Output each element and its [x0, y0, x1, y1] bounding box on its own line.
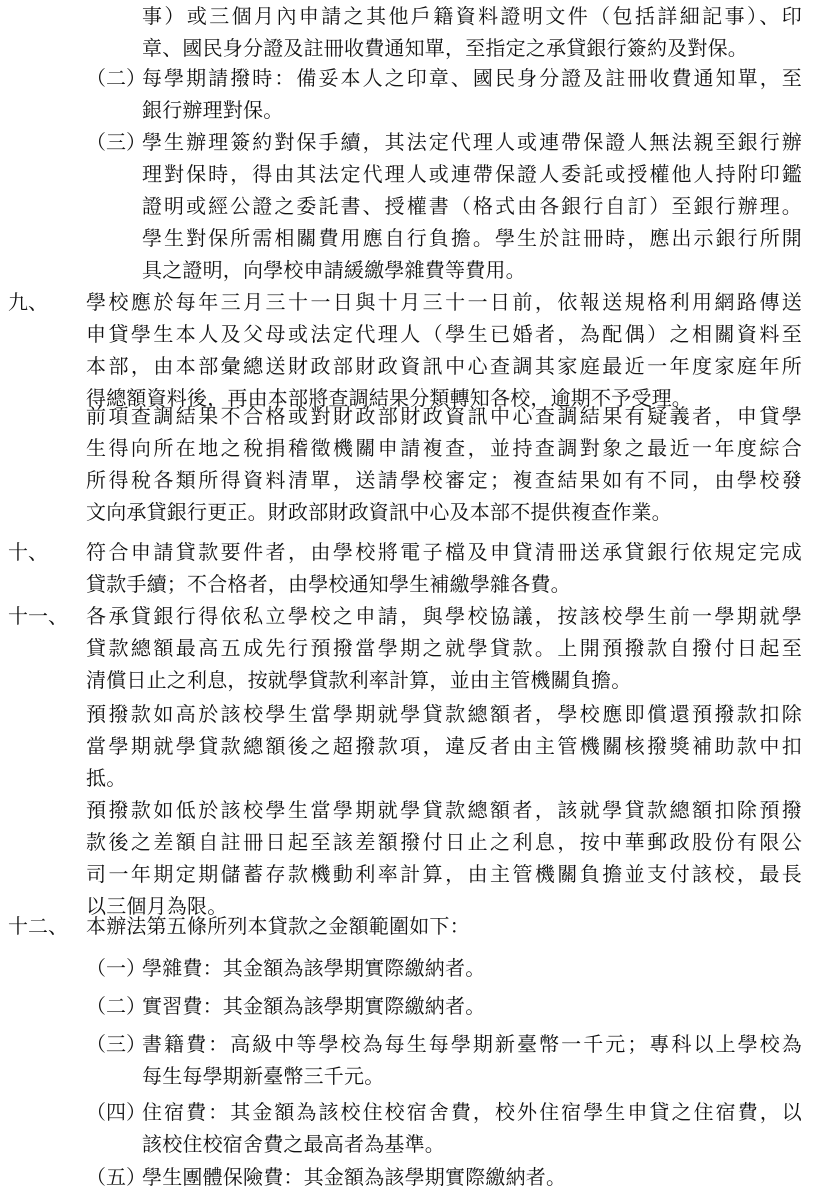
text-line: 貸款手續；不合格者，由學校通知學生補繳學雜各費。 — [86, 572, 571, 596]
text-line: 清償日止之利息，按就學貸款利率計算，並由主管機關負擔。 — [86, 668, 632, 692]
text-line: 當學期就學貸款總額後之超撥款項，違反者由主管機關核撥獎補助款中扣 — [86, 734, 805, 758]
text-line: 文向承貸銀行更正。財政部財政資訊中心及本部不提供複查作業。 — [86, 500, 672, 524]
text-line: 理對保時，得由其法定代理人或連帶保證人委託或授權他人持附印鑑 — [142, 162, 804, 186]
text-line: 銀行辦理對保。 — [142, 98, 284, 122]
item-number: （二） — [86, 66, 146, 90]
text-line: 每生每學期新臺幣三千元。 — [142, 1064, 385, 1088]
text-line: 生得向所在地之稅捐稽徵機關申請複查，並持查調對象之最近一年度綜合 — [86, 436, 805, 460]
text-line: 住宿費：其金額為該校住校宿舍費，校外住宿學生申貸之住宿費，以 — [142, 1100, 804, 1124]
text-line: 每學期請撥時：備妥本人之印章、國民身分證及註冊收費通知單，至 — [142, 66, 804, 90]
item-number: （一） — [86, 956, 146, 980]
text-line: 書籍費：高級中等學校為每生每學期新臺幣一千元；專科以上學校為 — [142, 1032, 804, 1056]
text-line: 得總額資料後，再由本部將查調結果分類轉知各校，逾期不予受理。 — [86, 386, 692, 410]
text-line: 實習費：其金額為該學期實際繳納者。 — [142, 994, 486, 1018]
text-line: 本部，由本部彙總送財政部財政資訊中心查調其家庭最近一年度家庭年所 — [86, 354, 805, 378]
item-number: 十一、 — [8, 604, 68, 628]
item-number: 十、 — [8, 540, 48, 564]
text-line: 各承貸銀行得依私立學校之申請，與學校協議，按該校學生前一學期就學 — [86, 604, 805, 628]
text-line: 章、國民身分證及註冊收費通知單，至指定之承貸銀行簽約及對保。 — [142, 36, 748, 60]
text-line: 本辦法第五條所列本貸款之金額範圍如下： — [86, 914, 470, 938]
text-line: 前項查調結果不合格或對財政部財政資訊中心查調結果有疑義者，申貸學 — [86, 404, 805, 428]
item-number: （三） — [86, 1032, 146, 1056]
text-line: 具之證明，向學校申請緩繳學雜費等費用。 — [142, 258, 526, 282]
item-number: （三） — [86, 130, 146, 154]
text-line: 司一年期定期儲蓄存款機動利率計算，由主管機關負擔並支付該校，最長 — [86, 862, 805, 886]
item-number: （五） — [86, 1165, 146, 1189]
text-line: 預撥款如高於該校學生當學期就學貸款總額者，學校應即償還預撥款扣除 — [86, 702, 805, 726]
text-line: 事）或三個月內申請之其他戶籍資料證明文件（包括詳細記事）、印 — [142, 4, 805, 28]
text-line: 學生辦理簽約對保手續，其法定代理人或連帶保證人無法親至銀行辦 — [142, 130, 804, 154]
text-line: 款後之差額自註冊日起至該差額撥付日止之利息，按中華郵政股份有限公 — [86, 830, 805, 854]
item-number: （四） — [86, 1100, 146, 1124]
text-line: 該校住校宿舍費之最高者為基準。 — [142, 1132, 445, 1156]
text-line: 預撥款如低於該校學生當學期就學貸款總額者，該就學貸款總額扣除預撥 — [86, 798, 805, 822]
text-line: 學雜費：其金額為該學期實際繳納者。 — [142, 956, 486, 980]
item-number: 九、 — [8, 290, 48, 314]
text-line: 申貸學生本人及父母或法定代理人（學生已婚者，為配偶）之相關資料至 — [86, 322, 805, 346]
text-line: 抵。 — [86, 766, 127, 790]
text-line: 所得稅各類所得資料清單，送請學校審定；複查結果如有不同，由學校發 — [86, 468, 805, 492]
text-line: 符合申請貸款要件者，由學校將電子檔及申貸清冊送承貸銀行依規定完成 — [86, 540, 805, 564]
text-line: 以三個月為限。 — [86, 894, 228, 918]
text-line: 證明或經公證之委託書、授權書（格式由各銀行自訂）至銀行辦理。 — [142, 194, 804, 218]
text-line: 貸款總額最高五成先行預撥當學期之就學貸款。上開預撥款自撥付日起至 — [86, 636, 805, 660]
text-line: 學生對保所需相關費用應自行負擔。學生於註冊時，應出示銀行所開 — [142, 226, 804, 250]
text-line: 學生團體保險費：其金額為該學期實際繳納者。 — [142, 1165, 567, 1189]
item-number: （二） — [86, 994, 146, 1018]
text-line: 學校應於每年三月三十一日與十月三十一日前，依報送規格利用網路傳送 — [86, 290, 805, 314]
item-number: 十二、 — [8, 914, 68, 938]
